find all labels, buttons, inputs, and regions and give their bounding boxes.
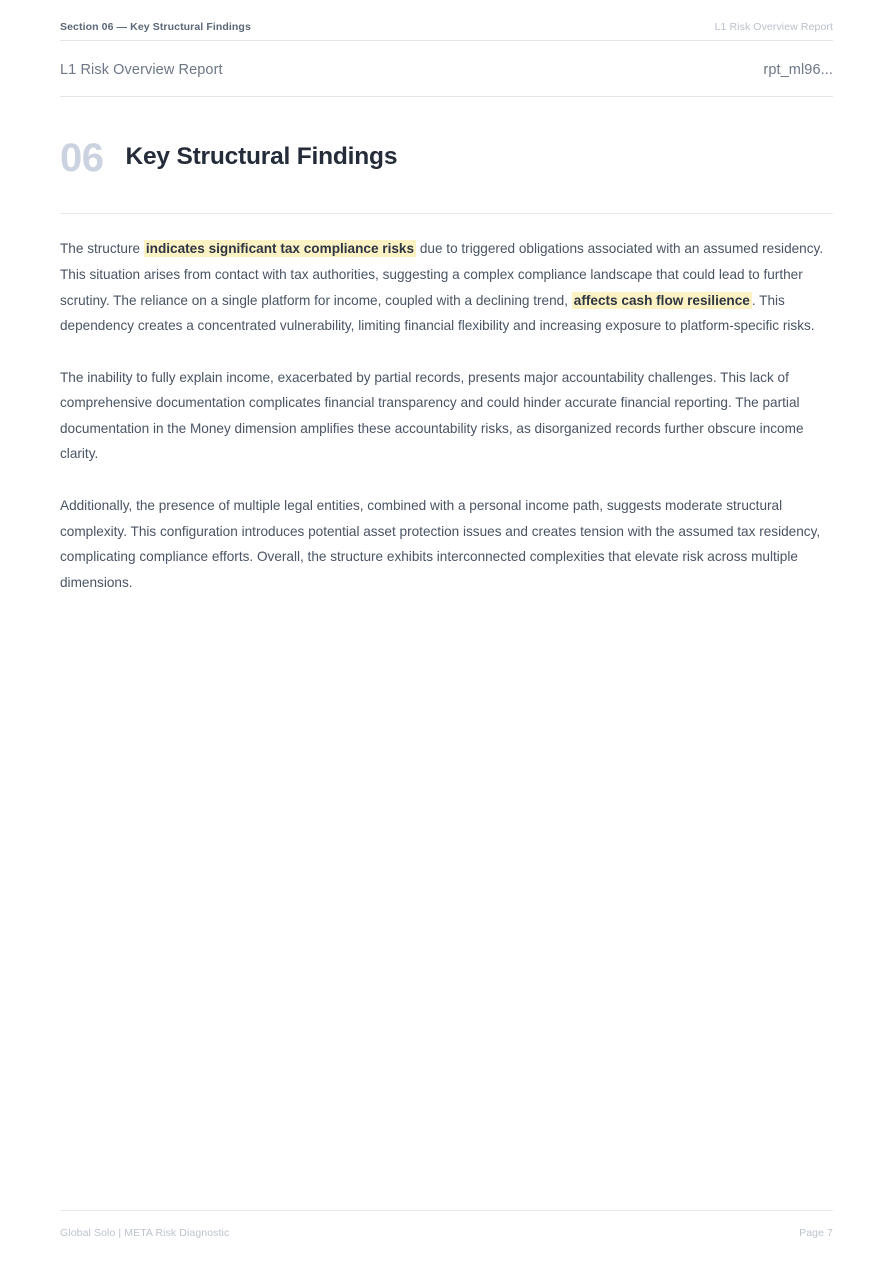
paragraph-3: Additionally, the presence of multiple legal entities, combined with a personal income path, suggests moderate structural complexity. This configuration introduces potential asset protection issues and creates tension with the assumed tax residency, complicating compliance efforts. Overall, the structure exhibits interconnected complexities that elevate risk across multiple dimensions. <box>60 498 821 590</box>
highlight-tax-compliance-risks: indicates significant tax compliance risks <box>145 241 415 257</box>
footer-frame <box>0 1210 893 1263</box>
footer-brand-label: Global Solo | META Risk Diagnostic <box>60 1227 230 1239</box>
section-header <box>60 97 833 214</box>
highlight-cash-flow-resilience: affects cash flow resilience <box>573 292 750 308</box>
paragraph-1 <box>60 236 833 338</box>
running-head <box>60 0 833 41</box>
section-number: 06 <box>60 135 104 180</box>
paragraph-1-text-part-2: due to triggered obligations associated with an assumed residency. This situation arises from contact with tax authorities, suggesting a complex compliance landscape that could lead to further scrutiny. The reliance on a single platform for income, coupled with a declining trend, <box>60 241 824 308</box>
document-id: rpt_ml96... <box>763 62 833 78</box>
paragraph-1-text-part-3: . This dependency creates a concentrated vulnerability, limiting financial flexibility and increasing exposure to platform-specific risks. <box>60 292 815 334</box>
running-head-report-label: L1 Risk Overview Report <box>714 21 833 33</box>
document-meta-bar <box>60 41 833 97</box>
paragraph-2: The inability to fully explain income, exacerbated by partial records, presents major accountability challenges. This lack of comprehensive documentation complicates financial transparency and could hinder accurate financial reporting. The partial documentation in the Money dimension amplifies these accountability risks, as disorganized records further obscure income clarity. <box>60 369 804 462</box>
page-title: Key Structural Findings <box>125 143 398 171</box>
footer-page-number: Page 7 <box>799 1227 833 1239</box>
section-head-frame <box>0 97 893 214</box>
doc-meta-frame <box>0 41 893 97</box>
paragraph-1-text-part-1: The structure <box>60 241 144 257</box>
page-footer <box>60 1210 833 1263</box>
document-title: L1 Risk Overview Report <box>60 62 223 78</box>
page-spacer <box>0 595 893 1210</box>
body-content <box>0 214 893 595</box>
running-head-frame <box>0 0 893 41</box>
running-head-section-label: Section 06 — Key Structural Findings <box>60 21 251 33</box>
